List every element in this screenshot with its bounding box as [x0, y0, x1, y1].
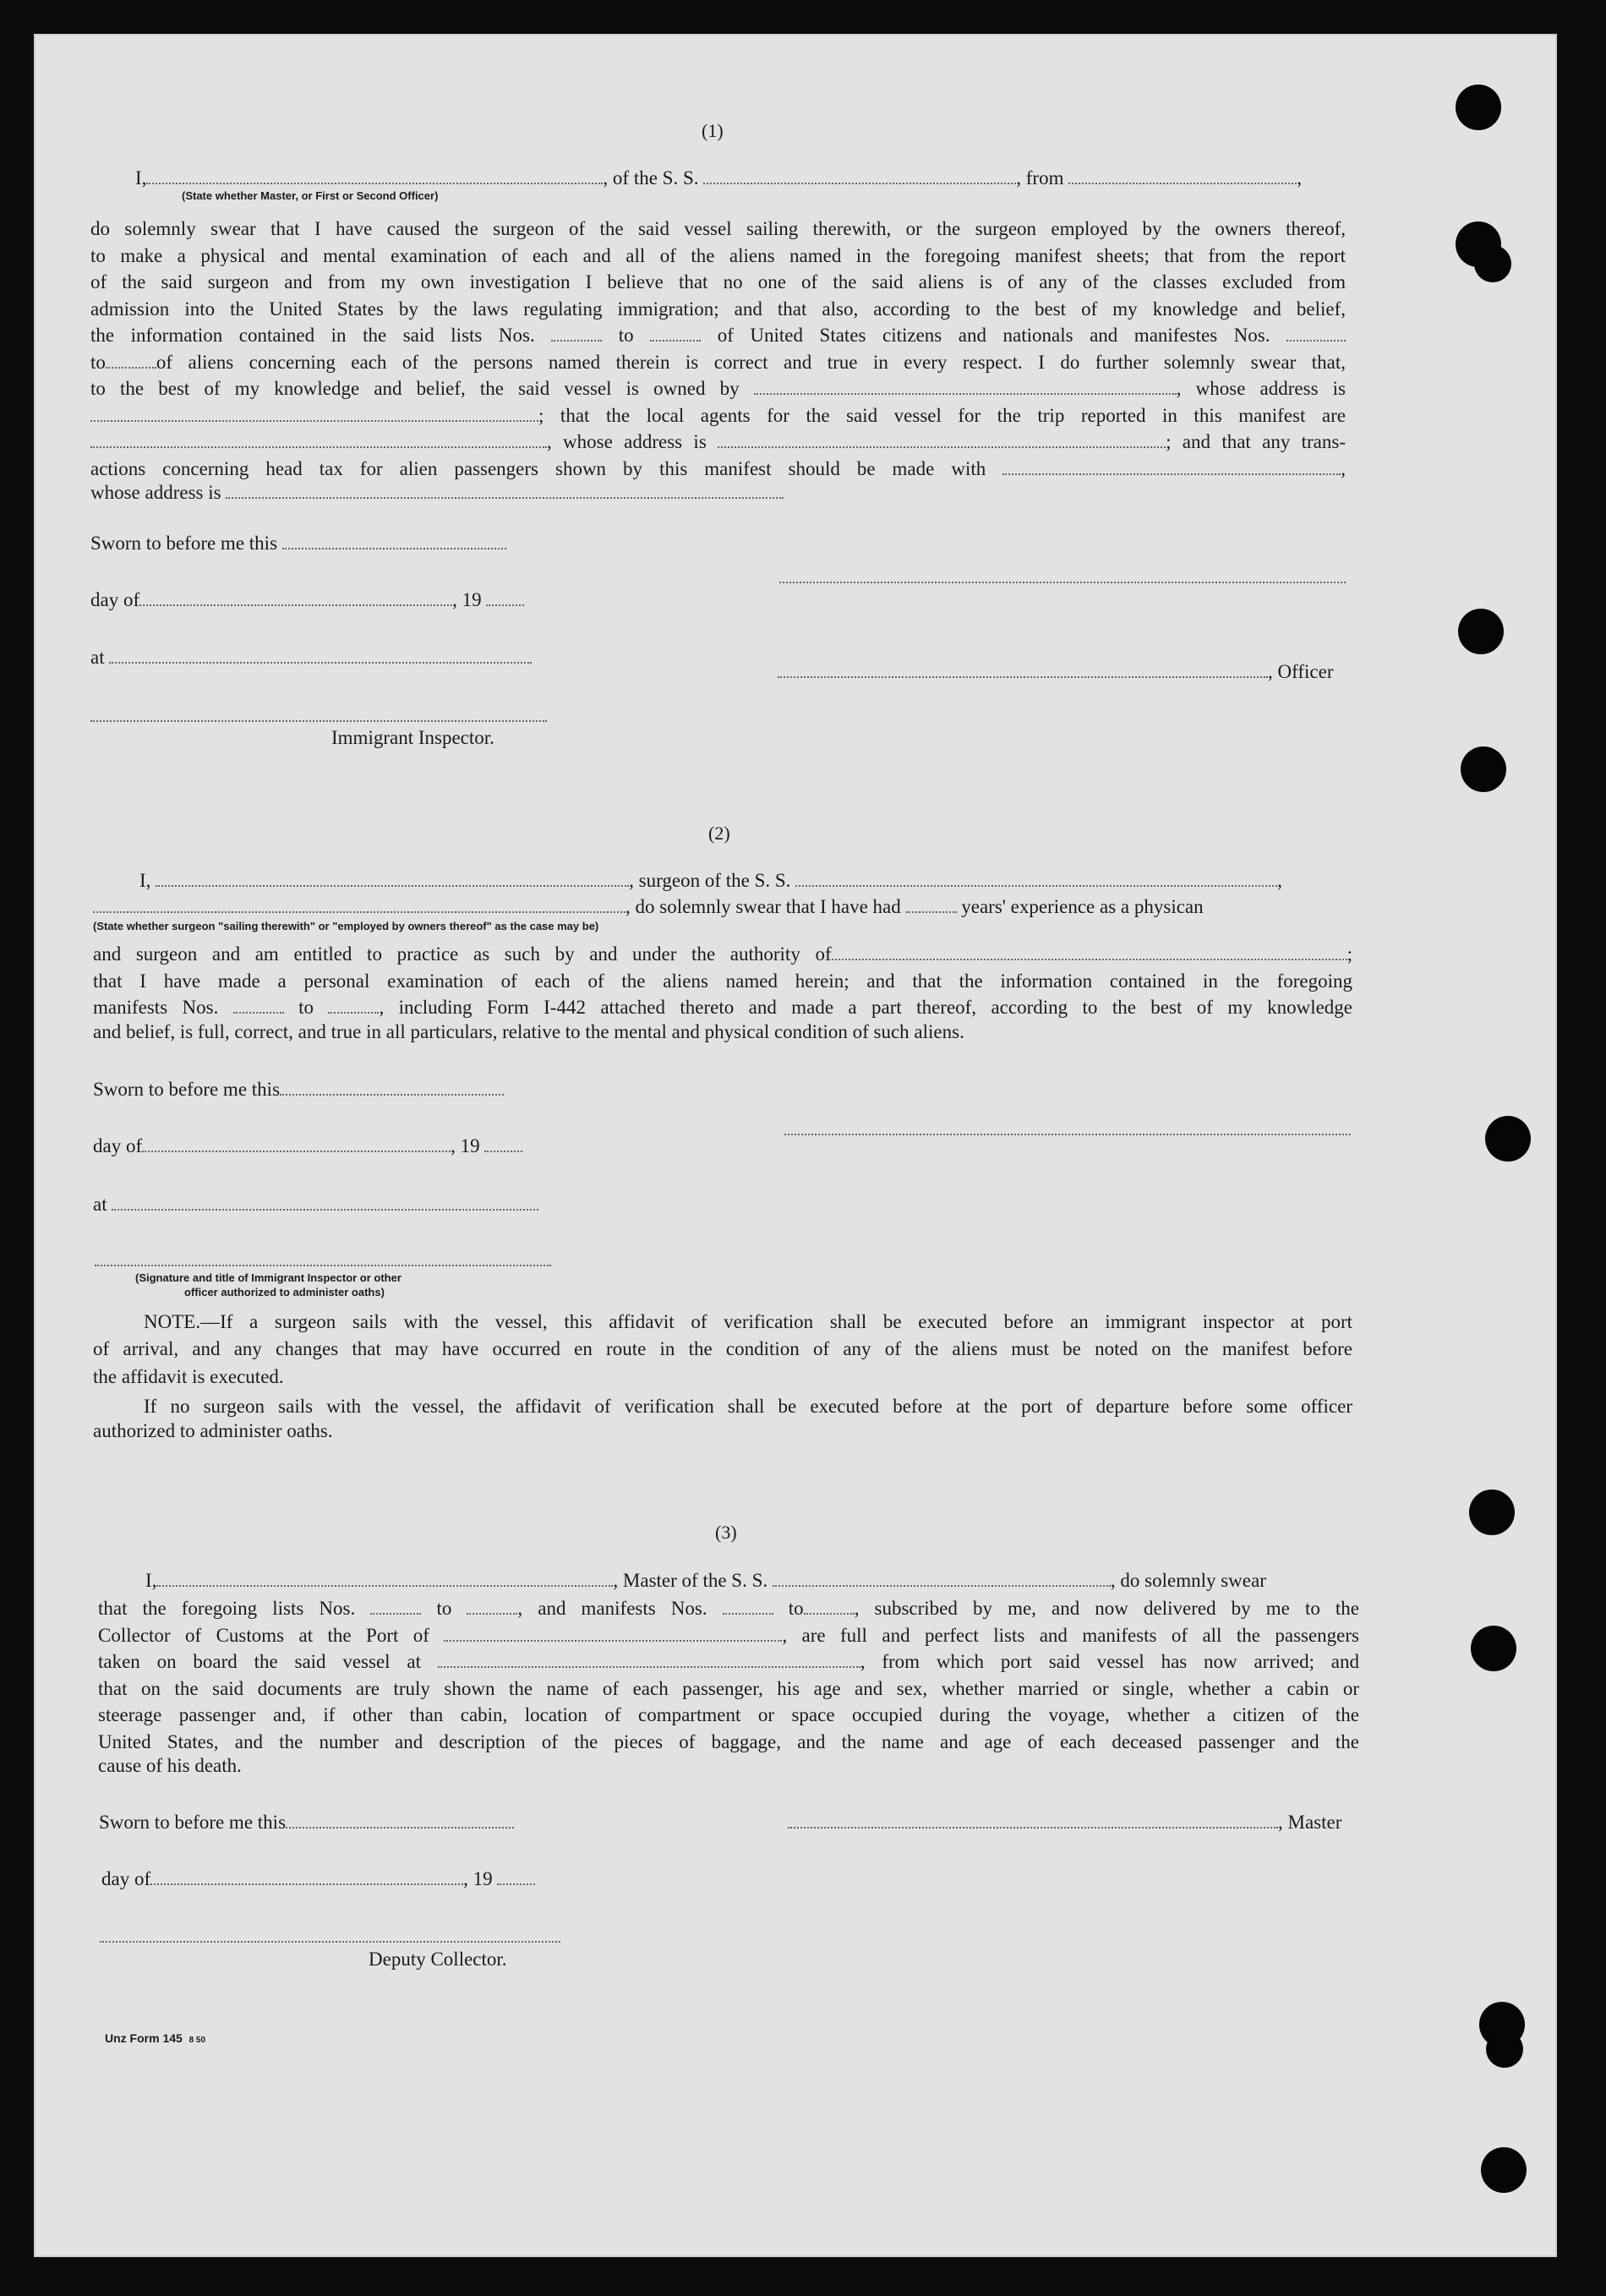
punch-hole — [1456, 85, 1501, 130]
section2-last-line: and belief, is full, correct, and true in all particulars, relative to the mental and physical condition of such aliens. — [93, 1021, 964, 1042]
master-signature-field[interactable] — [788, 1823, 1278, 1829]
section2-body: and surgeon and am entitled to practice as such by and under the authority of ; that I have made a personal examination of each of the aliens named herein; and that the information contained in the foregoing manifests Nos. to , including Form I-442 attached thereto and made a part thereof, according to the best of my knowledge — [93, 943, 1353, 1018]
surgeon-signature-line[interactable] — [784, 1134, 1351, 1135]
inspector-label: Immigrant Inspector. — [331, 727, 494, 748]
officer-line: , Officer — [778, 661, 1333, 683]
section3-last-line: cause of his death. — [98, 1755, 242, 1776]
sworn-date-field[interactable] — [282, 544, 506, 549]
punch-hole — [1461, 746, 1506, 792]
note-paragraph: NOTE.—If a surgeon sails with the vessel, this affidavit of verification shall be executed before an immigrant inspector at port of arrival, and any changes that may have occurred en route in the condition of any of the aliens must be noted on the manifest before — [93, 1311, 1352, 1359]
at-line: at — [93, 1194, 538, 1216]
years-field[interactable] — [906, 908, 957, 913]
year-field[interactable] — [486, 601, 524, 606]
agents-address-field[interactable] — [718, 443, 1166, 448]
vessel-field[interactable] — [703, 179, 1016, 184]
form-number: Unz Form 145 8 50 — [105, 2031, 206, 2045]
day-of-line: day of , 19 — [101, 1868, 535, 1890]
punch-hole — [1471, 1626, 1516, 1671]
day-field[interactable] — [142, 1147, 451, 1152]
surgeon-role-field[interactable] — [93, 908, 625, 913]
sworn-line: Sworn to before me this — [99, 1812, 514, 1834]
lists-from-field[interactable] — [551, 336, 602, 342]
deputy-collector-label: Deputy Collector. — [369, 1949, 507, 1970]
section-number: (3) — [715, 1522, 737, 1543]
officer-note: (State whether Master, or First or Second Officer) — [182, 189, 439, 202]
punch-hole — [1485, 1116, 1531, 1162]
head-tax-address-field[interactable] — [226, 494, 784, 499]
punch-hole — [1474, 245, 1511, 282]
manifest-to-field[interactable] — [328, 1009, 379, 1014]
sworn-line: Sworn to before me this — [93, 1079, 504, 1101]
note-paragraph-2-end: authorized to administer oaths. — [93, 1420, 333, 1441]
place-field[interactable] — [109, 659, 532, 664]
punch-hole — [1458, 609, 1504, 654]
owner-address-field[interactable] — [90, 417, 538, 422]
officer-signature-field[interactable] — [778, 673, 1268, 678]
day-field[interactable] — [150, 1880, 463, 1885]
name-field[interactable] — [146, 179, 603, 184]
lists-to-field[interactable] — [467, 1610, 517, 1615]
lists-from-field[interactable] — [370, 1610, 421, 1615]
section1-body: do solemnly swear that I have caused the surgeon of the said vessel sailing therewith, or the surgeon employed by the owners thereof, to make a physical and mental examination of each and all of the aliens named in the foregoing manifest sheets; that from the report of the said surgeon and from my own investigation I believe that no one of the said aliens is of any of the classes excluded from admission into the United States by the laws regulating immigration; and that also, according to the best of my knowledge and belief, the information contained in the said lists Nos. to of United States citizens and nationals and manifestes Nos. to of aliens concerning each of the persons named therein is correct and true in every respect. I do further solemnly swear that, to the best of my knowledge and belief, the said vessel is owned by , whose address is ; that the local agents for the said vessel for the trip reported in this manifest are , whose address is ; and that any trans- actions concerning head tax for alien passengers shown by this manifest should be made with , — [90, 218, 1347, 479]
manifests-from-field[interactable] — [1286, 336, 1346, 342]
year-field[interactable] — [497, 1880, 535, 1885]
master-name-field[interactable] — [156, 1582, 613, 1587]
signature-note: officer authorized to administer oaths) — [184, 1286, 385, 1298]
officer-signature-line[interactable] — [95, 1265, 551, 1266]
section-number: (1) — [702, 120, 724, 141]
punch-hole — [1469, 1490, 1515, 1535]
oath-line-1: I, , of the S. S. , from , — [135, 167, 1302, 189]
manifests-to-field[interactable] — [804, 1610, 855, 1615]
punch-hole — [1481, 2147, 1527, 2193]
surgeon-note: (State whether surgeon "sailing therewith" or "employed by owners thereof" as the case may be) — [93, 920, 599, 932]
day-field[interactable] — [139, 601, 452, 606]
signature-note: (Signature and title of Immigrant Inspector or other — [135, 1271, 402, 1284]
lists-to-field[interactable] — [650, 336, 701, 342]
year-field[interactable] — [484, 1147, 522, 1152]
from-field[interactable] — [1068, 179, 1297, 184]
manifests-to-field[interactable] — [106, 364, 156, 369]
agents-field[interactable] — [90, 443, 547, 448]
punch-hole — [1486, 2031, 1523, 2068]
sworn-date-field[interactable] — [286, 1823, 514, 1829]
surgeon-line-1: I, , surgeon of the S. S. , — [139, 870, 1282, 891]
master-vessel-field[interactable] — [773, 1582, 1111, 1587]
place-field[interactable] — [112, 1205, 538, 1211]
head-tax-agent-field[interactable] — [1002, 470, 1341, 475]
whose-address-line: whose address is — [90, 482, 784, 504]
sworn-date-field[interactable] — [280, 1091, 504, 1096]
surgeon-line-2: , do solemnly swear that I have had years' experience as a physican — [93, 896, 1204, 918]
authority-field[interactable] — [832, 955, 1347, 960]
surgeon-name-field[interactable] — [156, 882, 629, 887]
master-line-1: I, , Master of the S. S. , do solemnly swear — [145, 1570, 1266, 1591]
owner-field[interactable] — [754, 390, 1177, 395]
section3-body: that the foregoing lists Nos. to , and manifests Nos. to , subscribed by me, and now delivered by me to the Collector of Customs at the Port of , are full and perfect lists and manifests of all the passengers taken on board the said vessel at , from which port said vessel has now arrived; and that on the said documents are truly shown the name of each passenger, his age and sex, whether married or single, whether a cabin or steerage passenger and, if other than cabin, location of compartment or space occupied during the voyage, whether a citizen of the United States, and the number and description of the pieces of baggage, and the name and age of each deceased passenger and the — [98, 1598, 1360, 1752]
day-of-line: day of , 19 — [93, 1135, 522, 1157]
sworn-line: Sworn to before me this — [90, 533, 506, 555]
boarding-port-field[interactable] — [438, 1663, 860, 1668]
surgeon-vessel-field[interactable] — [795, 882, 1277, 887]
collector-signature-line[interactable] — [100, 1941, 560, 1943]
manifest-from-field[interactable] — [233, 1009, 284, 1014]
signature-line[interactable] — [779, 582, 1346, 583]
inspector-signature-line[interactable] — [90, 720, 547, 722]
manifests-from-field[interactable] — [723, 1610, 773, 1615]
note-paragraph-2: If no surgeon sails with the vessel, the affidavit of verification shall be executed before at the port of departure before some officer — [144, 1396, 1352, 1417]
section-number: (2) — [708, 823, 730, 844]
day-of-line: day of , 19 — [90, 589, 524, 611]
master-signature-line: , Master — [788, 1812, 1341, 1834]
at-line: at — [90, 647, 532, 669]
port-field[interactable] — [444, 1637, 782, 1642]
note-paragraph-end: the affidavit is executed. — [93, 1366, 284, 1387]
